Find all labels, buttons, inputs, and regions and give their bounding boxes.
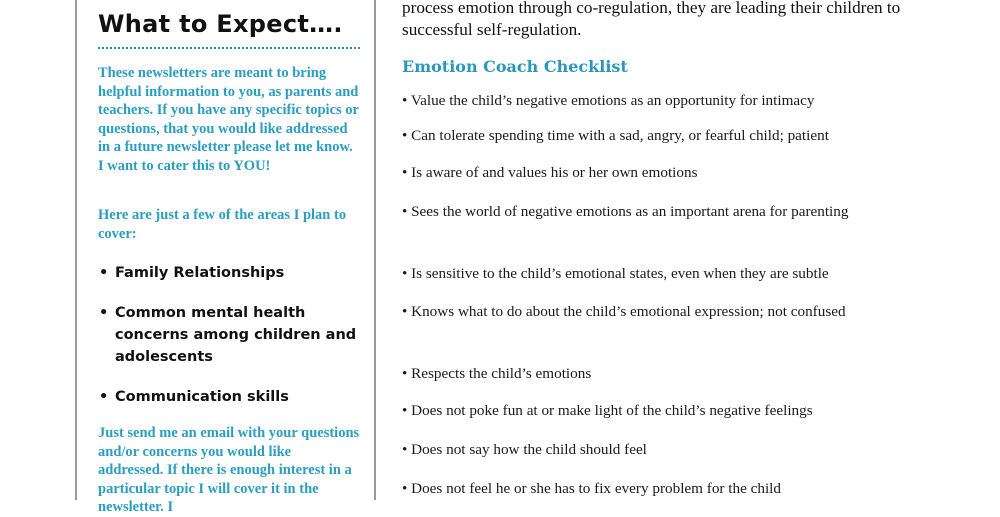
column-divider [374, 0, 376, 500]
sidebar-outro: Just send me an email with your questions and/or concerns you would like addressed. If there is enough interest in a particular topic I will cover it in the newsletter. I [98, 425, 360, 515]
topic-item [98, 262, 360, 284]
checklist-item: • Does not poke fun at or make light of the child’s negative feelings [402, 402, 813, 419]
checklist-title: Emotion Coach Checklist [402, 57, 628, 76]
checklist-item: • Is sensitive to the child’s emotional states, even when they are subtle [402, 265, 829, 282]
checklist-item: • Respects the child’s emotions [402, 365, 592, 382]
topic-label: Common mental health concerns among children and adolescents [115, 305, 357, 365]
checklist-item: • Sees the world of negative emotions as an important arena for parenting [402, 203, 849, 220]
bullet-icon: • [99, 265, 109, 281]
areas-heading: Here are just a few of the areas I plan to cover: [98, 207, 347, 242]
checklist-item: • Is aware of and values his or her own emotions [402, 164, 698, 181]
topic-label: Family Relationships [115, 265, 285, 281]
checklist-item: • Does not say how the child should feel [402, 441, 647, 458]
lead-paragraph: process emotion through co-regulation, they are leading their children to successful self-regulation. [402, 0, 901, 39]
topics-list [98, 262, 360, 426]
checklist-item: • Value the child’s negative emotions as an opportunity for intimacy [402, 92, 815, 109]
sidebar-intro: These newsletters are meant to bring helpful information to you, as parents and teachers. If you have any specific topics or questions, that you would like addressed in a future newsletter please let me know. I want to cater this to YOU! [98, 65, 359, 174]
title-underline [98, 47, 360, 49]
checklist-item: • Does not feel he or she has to fix every problem for the child [402, 480, 781, 497]
bullet-icon: • [99, 305, 109, 321]
bullet-icon: • [99, 389, 109, 405]
topic-label: Communication skills [115, 389, 289, 405]
sidebar-title: What to Expect…. [98, 10, 343, 38]
topic-item [98, 386, 360, 408]
left-margin-rule [75, 0, 77, 500]
checklist-item: • Knows what to do about the child’s emotional expression; not confused [402, 303, 846, 320]
checklist-item: • Can tolerate spending time with a sad, angry, or fearful child; patient [402, 127, 829, 144]
topic-item [98, 302, 360, 368]
